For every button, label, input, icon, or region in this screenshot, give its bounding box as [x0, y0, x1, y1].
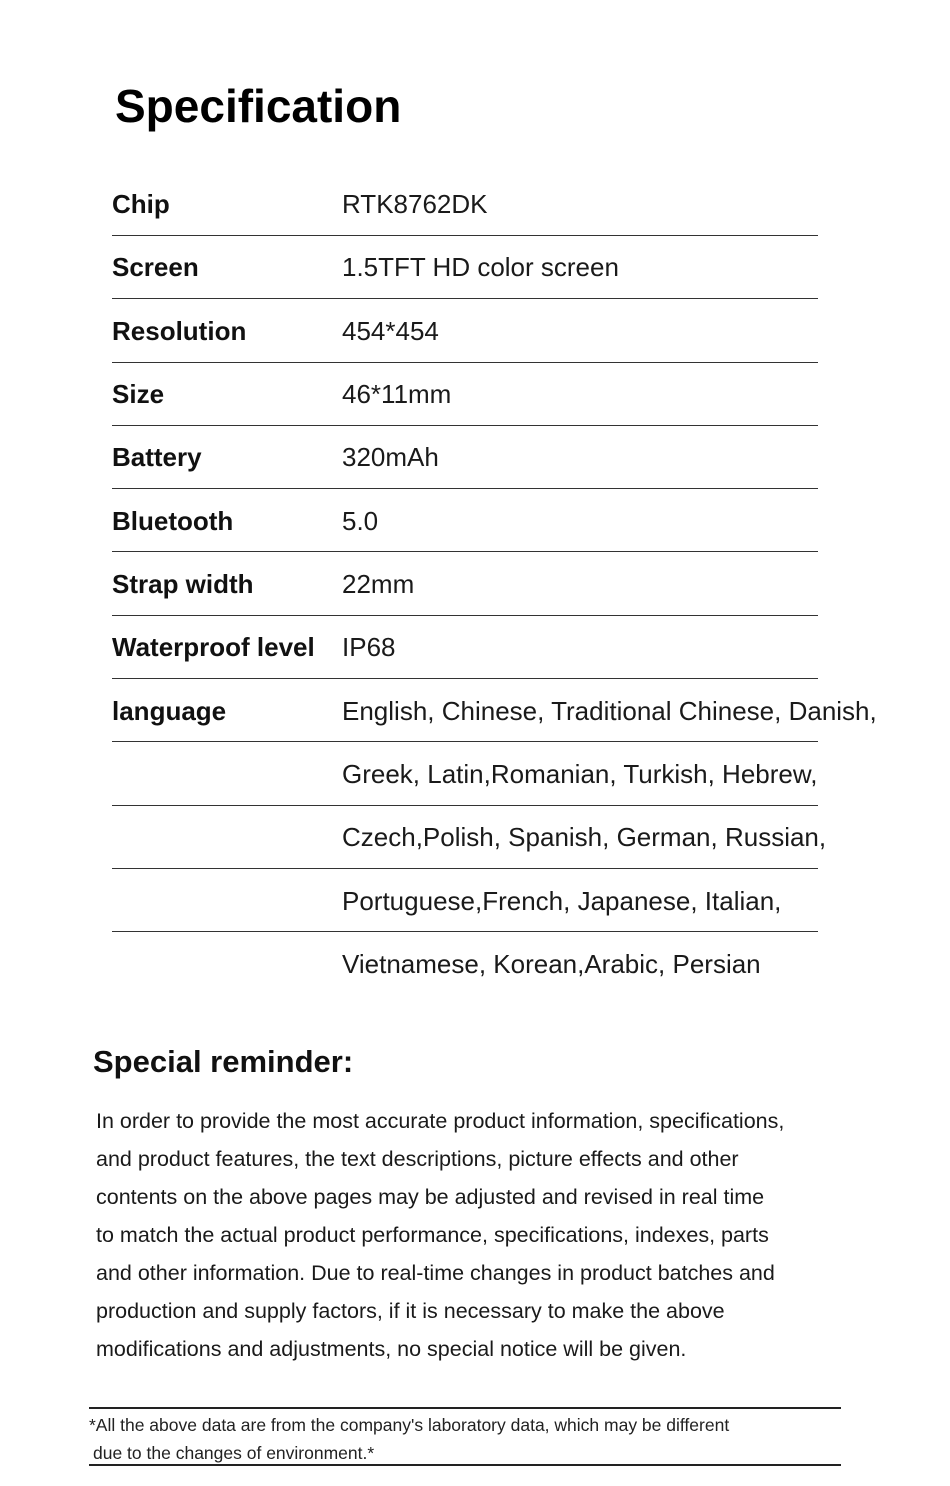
spec-label: Waterproof level: [112, 632, 315, 662]
footnote-top-rule: [89, 1407, 841, 1409]
row-divider: [112, 931, 818, 932]
page-title: Specification: [115, 80, 402, 132]
reminder-line: contents on the above pages may be adjusted and revised in real time: [96, 1185, 765, 1209]
spec-row-chip: [112, 173, 818, 236]
spec-label: Chip: [112, 189, 170, 219]
footnote-line: *All the above data are from the company's laboratory data, which may be different: [89, 1415, 730, 1435]
spec-value: 1.5TFT HD color screen: [342, 252, 619, 282]
spec-label: Bluetooth: [112, 506, 234, 536]
spec-value: English, Chinese, Traditional Chinese, Danish,: [342, 696, 877, 726]
spec-label: Screen: [112, 252, 199, 282]
spec-label: Battery: [112, 442, 202, 472]
spec-value: RTK8762DK: [342, 189, 488, 219]
spec-value: Greek, Latin,Romanian, Turkish, Hebrew,: [342, 759, 818, 789]
spec-row-language: [112, 680, 877, 743]
spec-value: Czech,Polish, Spanish, German, Russian,: [342, 822, 827, 852]
reminder-line: In order to provide the most accurate product information, specifications,: [96, 1109, 785, 1133]
spec-row-waterproof: [112, 616, 818, 679]
reminder-line: modifications and adjustments, no special notice will be given.: [96, 1337, 687, 1361]
row-divider: [112, 678, 818, 679]
spec-row-language-cont: [112, 933, 818, 996]
spec-value: 454*454: [342, 316, 439, 346]
spec-row-bluetooth: [112, 490, 818, 553]
spec-row-language-cont: [112, 870, 818, 933]
reminder-title: Special reminder:: [93, 1044, 354, 1079]
row-divider: [112, 741, 818, 742]
row-divider: [112, 551, 818, 552]
spec-row-size: [112, 363, 818, 426]
spec-row-screen: [112, 236, 818, 299]
spec-row-strap-width: [112, 553, 818, 616]
spec-value: 22mm: [342, 569, 415, 599]
spec-value: IP68: [342, 632, 396, 662]
spec-label: Size: [112, 379, 165, 409]
spec-row-resolution: [112, 300, 818, 363]
row-divider: [112, 868, 818, 869]
footnote-line: due to the changes of environment.*: [93, 1443, 375, 1463]
reminder-line: and product features, the text descriptions, picture effects and other: [96, 1147, 739, 1171]
spec-row-language-cont: [112, 743, 818, 806]
row-divider: [112, 488, 818, 489]
spec-label: Resolution: [112, 316, 247, 346]
reminder-line: production and supply factors, if it is necessary to make the above: [96, 1299, 725, 1323]
spec-value: 46*11mm: [342, 379, 452, 409]
reminder-line: and other information. Due to real-time changes in product batches and: [96, 1261, 775, 1285]
spec-label: Strap width: [112, 569, 254, 599]
spec-value: 5.0: [342, 506, 379, 536]
spec-row-language-cont: [112, 806, 827, 869]
spec-row-battery: [112, 426, 818, 489]
spec-label: language: [112, 696, 227, 726]
footnote-bottom-rule: [89, 1464, 841, 1466]
spec-value: 320mAh: [342, 442, 439, 472]
reminder-body: [96, 1102, 886, 1368]
spec-value: Vietnamese, Korean,Arabic, Persian: [342, 949, 761, 979]
reminder-line: to match the actual product performance, specifications, indexes, parts: [96, 1223, 769, 1247]
row-divider: [112, 298, 818, 299]
footnote: [89, 1411, 841, 1467]
spec-value: Portuguese,French, Japanese, Italian,: [342, 886, 782, 916]
